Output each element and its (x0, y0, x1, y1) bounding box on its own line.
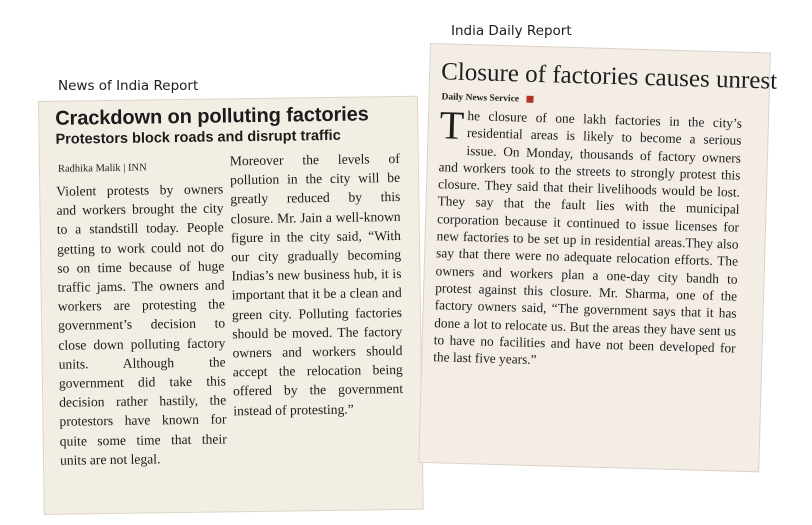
clipping-left-column-2: Moreover the levels of pollution in the city will be greatly reduced by this closure. Mr. Jain a well-known figure in the city said, “With our city gradually becoming Indias’s new business hub, it is important that it be a clean and green city. Polluting factories should be moved. The factory owners and workers should accept the relocation being offered by the government instead of protesting.” (229, 150, 404, 418)
clipping-right-body-text: he closure of one lakh factories in the city’s residential areas is likely to become a serious issue. On Monday, thousands of factory owners and workers took to the streets to strongly protest this closure. They said that their livelihoods would be lost. They say that the fault lies with the municipal corporation because it continued to issue licenses for new factories to be set up in residential areas.They also say that there were no adequate relocation efforts. The owners and workers plan a one-day city bandh to protest against this closure. Mr. Sharma, one of the factory owners said, “The government says that it has done a lot to relocate us. But the areas they have sent us to have no facilities and have not been developed for the last five years.” (433, 108, 743, 368)
caption-india-daily: India Daily Report (451, 23, 572, 39)
clipping-left-subheadline: Protestors block roads and disrupt traffic (55, 127, 341, 148)
clipping-right-body (433, 102, 743, 374)
clipping-right-headline: Closure of factories causes unrest (440, 58, 778, 95)
clipping-left-byline: Radhika Malik | INN (57, 162, 147, 175)
drop-cap: T (439, 102, 465, 148)
newspaper-clipping-left (39, 97, 423, 514)
newspaper-clipping-right (419, 44, 778, 471)
service-label: Daily News Service (441, 92, 520, 105)
clipping-left-column-1: Violent protests by owners and workers brought the city to a standstill today. People getting to work could not do so on time because of huge traffic jams. The owners and workers are protesting the government’s decision to close down polluting factory units. Although the government did take this decision rather hastily, the protestors have known for quite some time that their units are not legal. (56, 181, 227, 468)
caption-news-of-india: News of India Report (58, 78, 199, 94)
red-square-icon (526, 96, 533, 103)
clipping-left-headline: Crackdown on polluting factories (55, 103, 369, 130)
